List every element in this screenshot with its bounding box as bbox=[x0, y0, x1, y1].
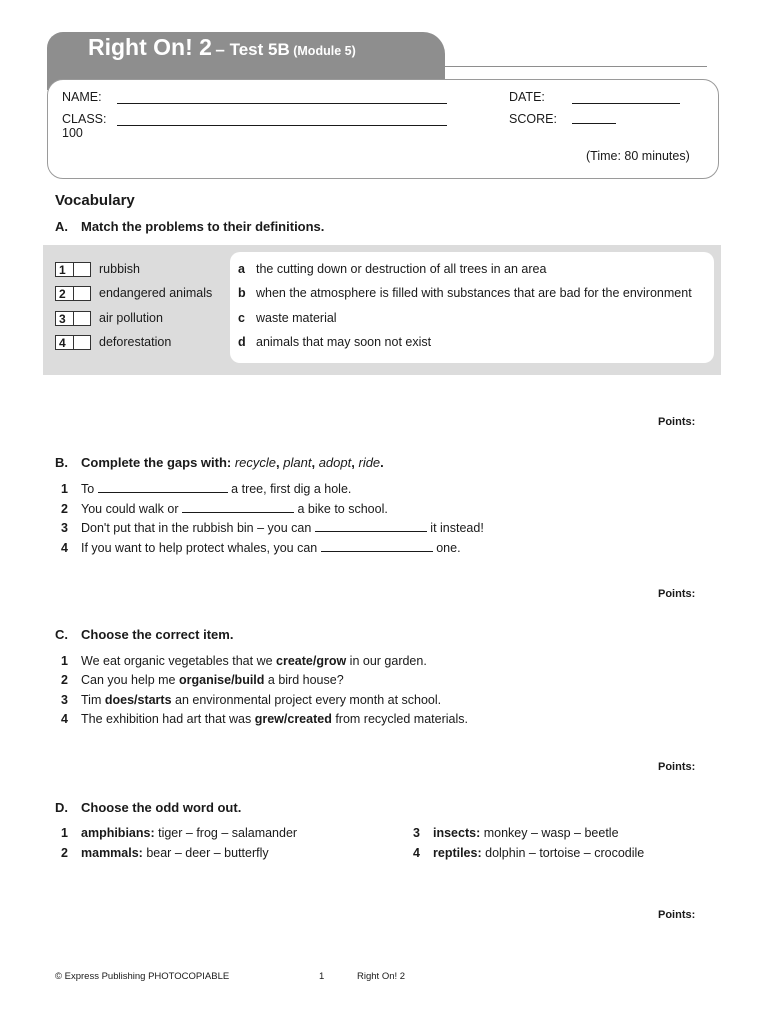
problem-item: rubbish bbox=[99, 262, 140, 276]
choice-options[interactable]: grew/created bbox=[254, 712, 332, 726]
item-text-after: it instead! bbox=[430, 521, 484, 535]
item-number: 3 bbox=[61, 521, 68, 535]
item-text-after: an environmental project every month at school. bbox=[171, 693, 442, 707]
section-a-instruction: Match the problems to their definitions. bbox=[81, 219, 325, 234]
item-number: 2 bbox=[61, 673, 68, 687]
item-number: 1 bbox=[61, 482, 68, 496]
item-text-after: in our garden. bbox=[346, 654, 427, 668]
item-number: 3 bbox=[413, 826, 420, 840]
item-words[interactable]: dolphin – tortoise – crocodile bbox=[485, 846, 645, 860]
section-c-instruction: Choose the correct item. bbox=[81, 627, 234, 642]
title-test: – Test 5B bbox=[215, 40, 290, 59]
item-text-before: You could walk or bbox=[81, 502, 179, 516]
item-number: 4 bbox=[61, 541, 68, 555]
item-number: 1 bbox=[61, 654, 68, 668]
list-item bbox=[61, 481, 351, 496]
section-d-heading bbox=[55, 800, 241, 815]
answer-box-4[interactable] bbox=[55, 335, 91, 350]
list-item bbox=[61, 712, 468, 726]
item-number: 4 bbox=[413, 846, 420, 860]
footer-book-title: Right On! 2 bbox=[357, 971, 406, 982]
page-title bbox=[88, 34, 356, 61]
section-a-points: Points: bbox=[658, 416, 696, 428]
score-label: SCORE: bbox=[509, 112, 557, 126]
item-text-before: To bbox=[81, 482, 95, 496]
definition-text: the cutting down or destruction of all trees in an area bbox=[256, 262, 547, 276]
definition-item bbox=[238, 335, 431, 349]
word-option: ride bbox=[358, 455, 381, 470]
definition-item bbox=[238, 286, 692, 300]
title-module: (Module 5) bbox=[293, 44, 356, 58]
item-category: reptiles: bbox=[433, 846, 482, 860]
section-b-instruction: Complete the gaps with: bbox=[81, 455, 235, 470]
section-b-heading: B. Complete the gaps with: recycle, plant, adopt, ride. bbox=[55, 455, 384, 470]
item-text-before: If you want to help protect whales, you can bbox=[81, 541, 318, 555]
item-text-before: The exhibition had art that was bbox=[81, 712, 255, 726]
list-item bbox=[61, 826, 297, 840]
footer-page-number: 1 bbox=[319, 971, 325, 982]
gap-field[interactable] bbox=[315, 520, 427, 532]
item-text-after: a tree, first dig a hole. bbox=[231, 482, 352, 496]
list-item bbox=[413, 826, 619, 840]
student-info-box bbox=[47, 79, 719, 179]
item-text-after: one. bbox=[436, 541, 461, 555]
section-b-points: Points: bbox=[658, 588, 696, 600]
answer-box-number: 1 bbox=[56, 263, 74, 276]
definition-text: waste material bbox=[256, 311, 337, 325]
section-c-letter: C. bbox=[55, 627, 68, 642]
answer-box-1[interactable] bbox=[55, 262, 91, 277]
item-text-after: a bike to school. bbox=[297, 502, 388, 516]
answer-box-2[interactable] bbox=[55, 286, 91, 301]
section-d-letter: D. bbox=[55, 800, 68, 815]
list-item bbox=[61, 540, 461, 555]
item-number: 2 bbox=[61, 502, 68, 516]
list-item bbox=[413, 846, 644, 860]
answer-box-number: 3 bbox=[56, 312, 74, 325]
title-book: Right On! 2 bbox=[88, 34, 212, 60]
definition-letter: a bbox=[238, 262, 245, 276]
item-number: 3 bbox=[61, 693, 68, 707]
list-item bbox=[61, 846, 269, 860]
section-d-instruction: Choose the odd word out. bbox=[81, 800, 242, 815]
date-field[interactable] bbox=[572, 103, 680, 104]
item-text-before: Don't put that in the rubbish bin – you can bbox=[81, 521, 312, 535]
class-label: CLASS: bbox=[62, 112, 107, 126]
list-item bbox=[61, 520, 484, 535]
word-option: adopt bbox=[318, 455, 352, 470]
score-total: 100 bbox=[62, 126, 83, 140]
item-number: 2 bbox=[61, 846, 68, 860]
word-option: recycle bbox=[234, 455, 277, 470]
list-item bbox=[61, 501, 388, 516]
item-number: 1 bbox=[61, 826, 68, 840]
time-limit: (Time: 80 minutes) bbox=[586, 149, 690, 163]
gap-field[interactable] bbox=[98, 481, 228, 493]
definition-item bbox=[238, 311, 337, 325]
gap-field[interactable] bbox=[182, 501, 294, 513]
choice-options[interactable]: does/starts bbox=[104, 693, 172, 707]
footer-copyright: © Express Publishing PHOTOCOPIABLE bbox=[55, 971, 230, 982]
problem-item: air pollution bbox=[99, 311, 163, 325]
name-field[interactable] bbox=[117, 103, 447, 104]
definition-letter: d bbox=[238, 335, 246, 349]
name-label: NAME: bbox=[62, 90, 102, 104]
item-category: mammals: bbox=[81, 846, 143, 860]
choice-options[interactable]: organise/build bbox=[178, 673, 265, 687]
definition-text: when the atmosphere is filled with substances that are bad for the environment bbox=[256, 286, 692, 300]
item-text-after: from recycled materials. bbox=[331, 712, 468, 726]
problem-item: endangered animals bbox=[99, 286, 213, 300]
choice-options[interactable]: create/grow bbox=[276, 654, 347, 668]
vocabulary-heading: Vocabulary bbox=[55, 192, 135, 209]
item-words[interactable]: tiger – frog – salamander bbox=[158, 826, 298, 840]
list-item bbox=[61, 693, 441, 707]
class-field[interactable] bbox=[117, 125, 447, 126]
section-a-letter: A. bbox=[55, 219, 68, 234]
answer-box-number: 4 bbox=[56, 336, 74, 349]
item-category: insects: bbox=[433, 826, 481, 840]
word-option: plant bbox=[283, 455, 312, 470]
item-words[interactable]: monkey – wasp – beetle bbox=[483, 826, 619, 840]
date-label: DATE: bbox=[509, 90, 545, 104]
score-field[interactable] bbox=[572, 123, 616, 124]
item-category: amphibians: bbox=[81, 826, 155, 840]
item-text-before: Tim bbox=[81, 693, 105, 707]
section-a-heading bbox=[55, 219, 324, 234]
definition-letter: b bbox=[238, 286, 246, 300]
section-b-letter: B. bbox=[55, 455, 68, 470]
item-number: 4 bbox=[61, 712, 68, 726]
gap-field[interactable] bbox=[321, 540, 433, 552]
item-text-before: Can you help me bbox=[81, 673, 179, 687]
item-words[interactable]: bear – deer – butterfly bbox=[146, 846, 269, 860]
list-item bbox=[61, 673, 344, 687]
problem-item: deforestation bbox=[99, 335, 172, 349]
item-text-after: a bird house? bbox=[264, 673, 344, 687]
item-text-before: We eat organic vegetables that we bbox=[81, 654, 277, 668]
definition-item bbox=[238, 262, 546, 276]
section-c-heading bbox=[55, 627, 233, 642]
section-c-points: Points: bbox=[658, 761, 696, 773]
answer-box-3[interactable] bbox=[55, 311, 91, 326]
definition-letter: c bbox=[238, 311, 245, 325]
definition-text: animals that may soon not exist bbox=[256, 335, 432, 349]
section-d-points: Points: bbox=[658, 909, 696, 921]
list-item bbox=[61, 654, 427, 668]
answer-box-number: 2 bbox=[56, 287, 74, 300]
